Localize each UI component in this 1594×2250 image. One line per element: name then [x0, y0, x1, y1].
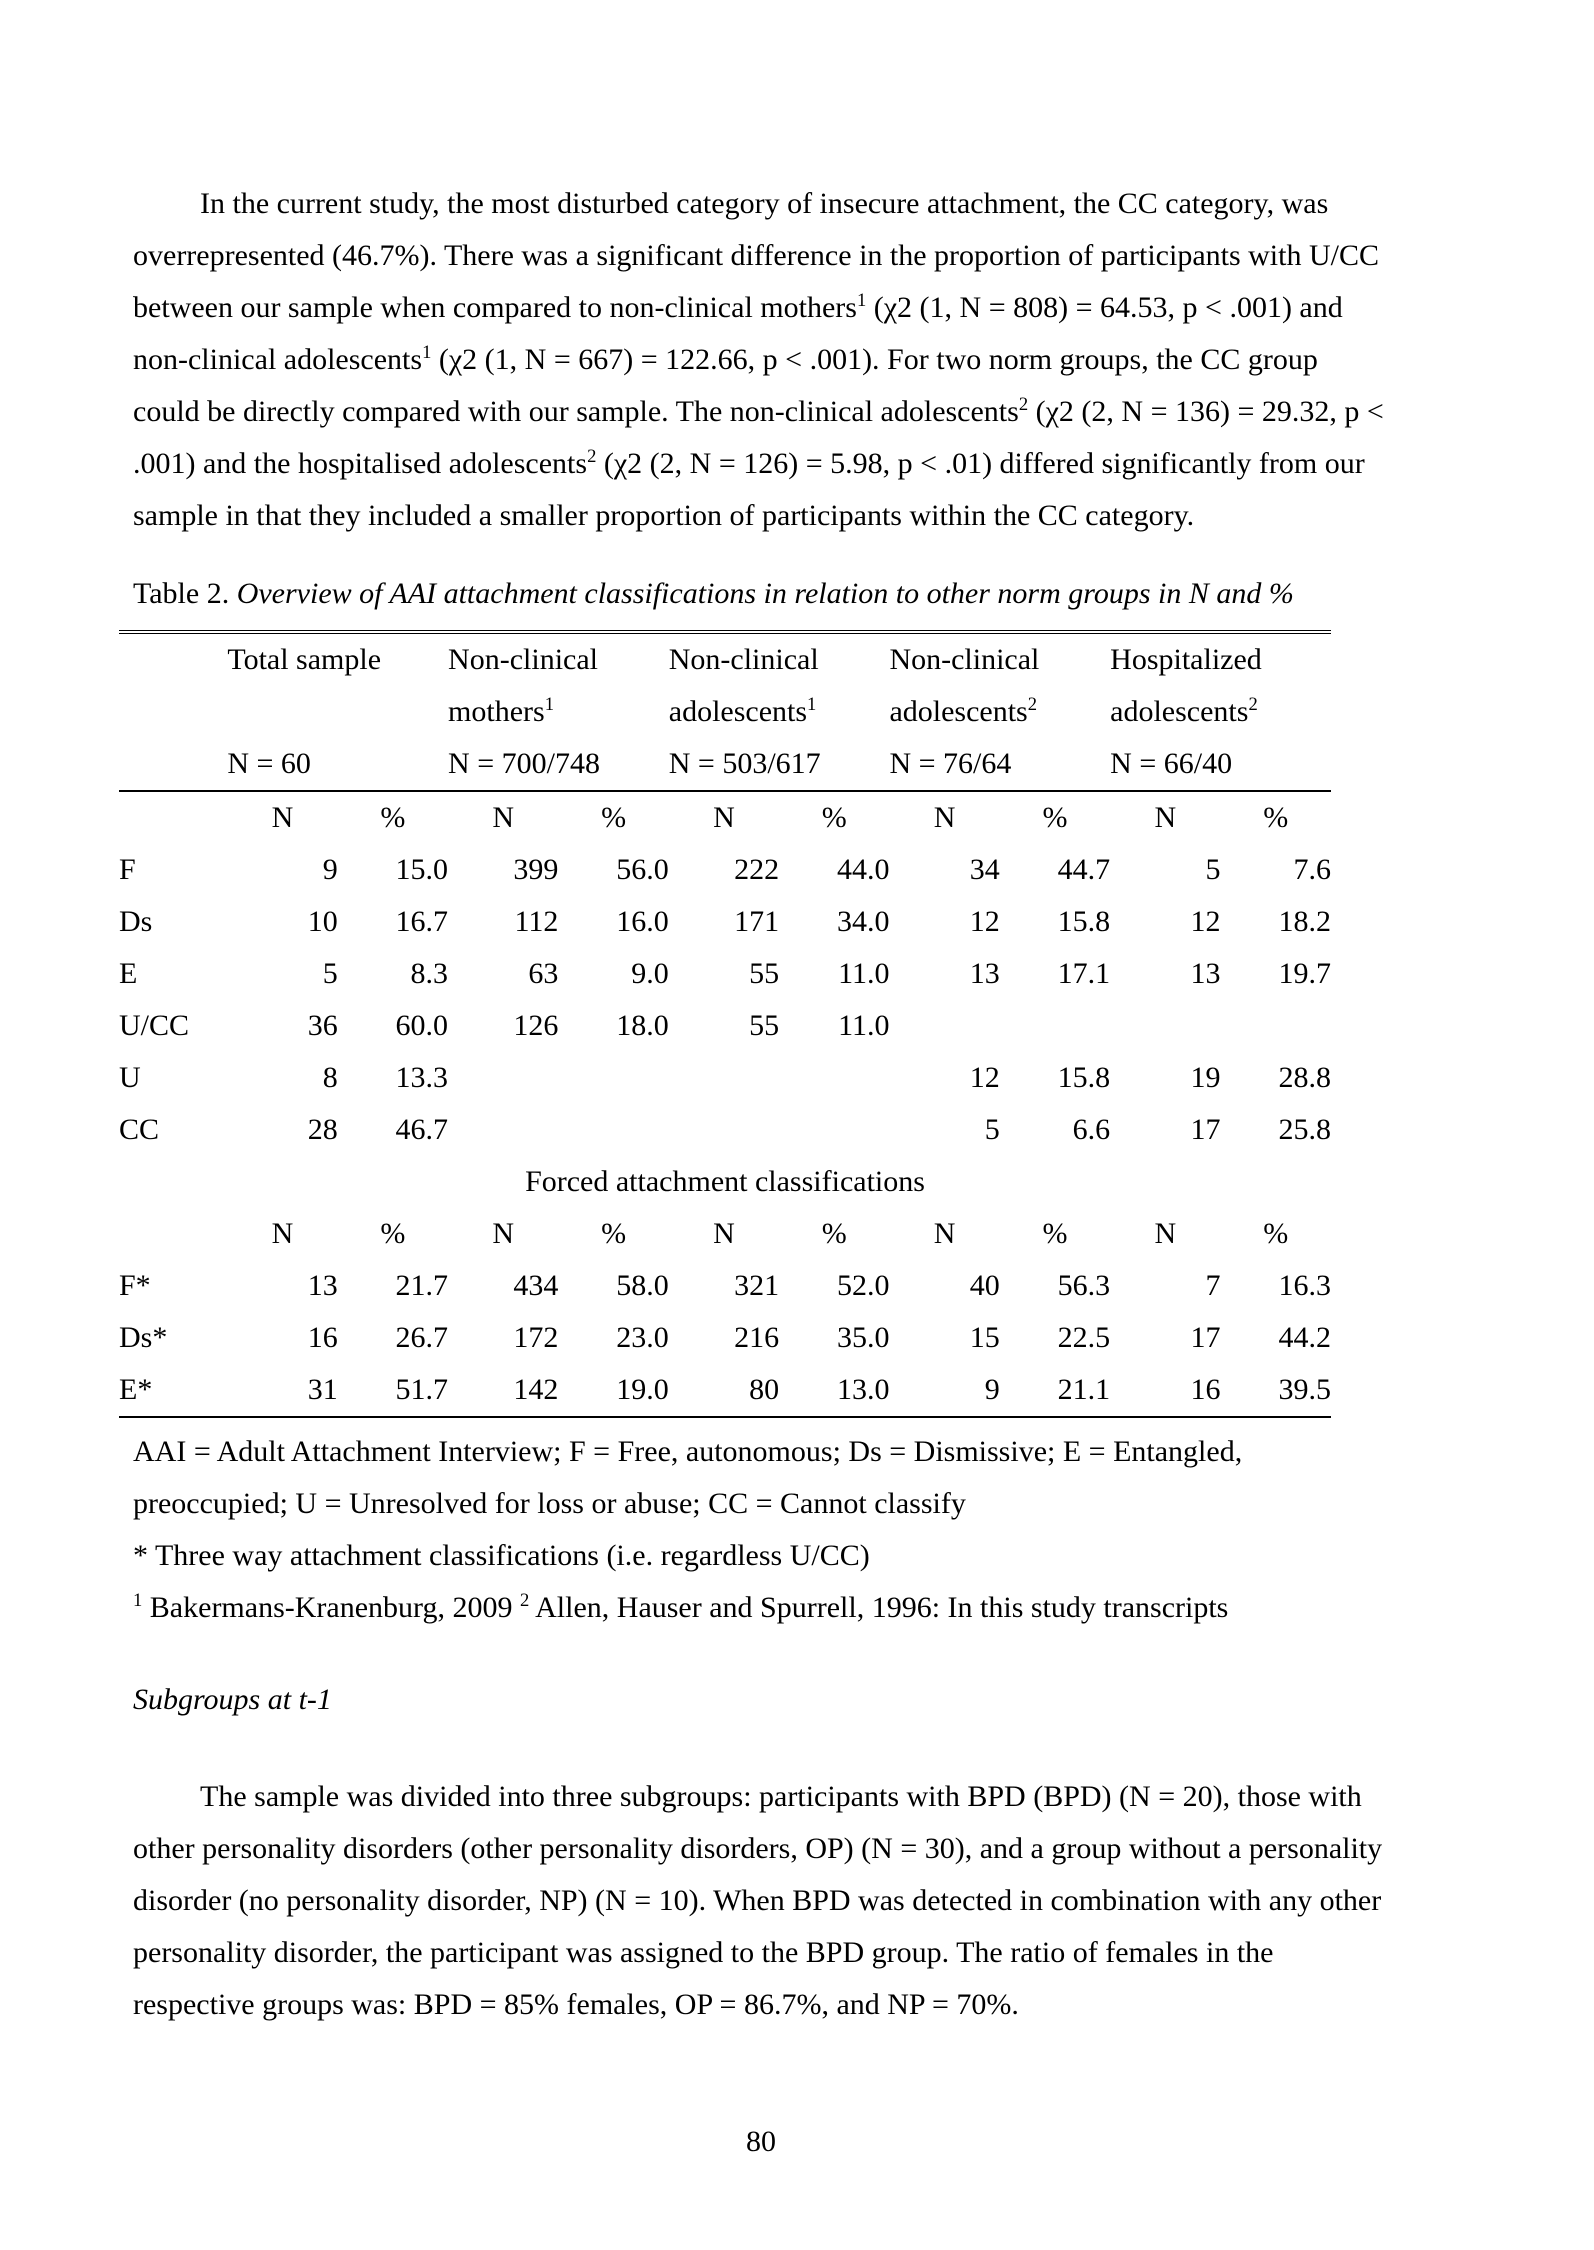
cell-value: 16.3: [1278, 1269, 1331, 1302]
table-row: [119, 844, 1331, 896]
cell-value: 21.1: [1057, 1373, 1111, 1406]
row-label: CC: [119, 1113, 160, 1146]
cell-value: 52.0: [836, 1269, 890, 1302]
group-subname-text: adolescents: [889, 695, 1028, 728]
table-row: [119, 896, 1331, 948]
subheader-pct: %: [1263, 801, 1289, 834]
cell-value: 15.8: [1057, 905, 1111, 938]
footnote-marker-2: 2: [587, 446, 597, 467]
table-row: [119, 1104, 1331, 1156]
group-subname: [889, 686, 1110, 738]
table-caption-title: Overview of AAI attachment classifications in relation to other norm groups in N and %: [229, 577, 1294, 610]
row-label: Ds: [119, 905, 153, 938]
section-divider-row: [119, 1156, 1331, 1208]
cell-value: 7.6: [1293, 853, 1331, 886]
cell-value: 51.7: [395, 1373, 449, 1406]
cell-value: 19.0: [616, 1373, 669, 1406]
cell-value: 142: [513, 1373, 559, 1406]
cell-value: 28: [307, 1113, 338, 1146]
cell-value: 434: [513, 1269, 559, 1302]
group-subname: [1110, 686, 1331, 738]
subheader-pct: %: [1042, 801, 1068, 834]
cell-value: 26.7: [395, 1321, 449, 1354]
cell-value: 5: [1205, 853, 1221, 886]
cell-value: 18.0: [616, 1009, 669, 1042]
cell-value: [779, 1052, 889, 1104]
footnote-ref-text: Bakermans-Kranenburg, 2009: [142, 1591, 520, 1624]
cell-value: 5: [322, 957, 338, 990]
cell-value: 172: [513, 1321, 559, 1354]
group-n-value: N = 76/64: [889, 747, 1012, 780]
cell-value: 21.7: [395, 1269, 449, 1302]
cell-value: 17: [1190, 1321, 1221, 1354]
subheader-n: N: [933, 801, 956, 834]
forced-classifications-header: Forced attachment classifications: [525, 1165, 925, 1198]
cell-value: 8.3: [410, 957, 449, 990]
cell-value: 216: [734, 1321, 780, 1354]
cell-value: 40: [969, 1269, 1000, 1302]
subheader-n: N: [492, 1217, 515, 1250]
cell-value: 44.0: [836, 853, 890, 886]
cell-value: [1221, 1000, 1332, 1052]
p1-segment: In the current study, the most disturbed category of insecure attachment, the CC category, was overrepresented (46.7%). There was a significant difference in the proportion of participants with U/CC between our sample when compared to non-clinical mothers: [133, 187, 1379, 324]
cell-value: 13: [307, 1269, 338, 1302]
subheader-pct: %: [1042, 1217, 1068, 1250]
cell-value: [558, 1104, 668, 1156]
cell-value: 10: [307, 905, 338, 938]
p1-segment: (χ2 (2, N = 126) = 5.98, p < .01) differed significantly from our sample in that they included a smaller proportion of participants within the CC category.: [133, 447, 1365, 532]
footnote-marker: 2: [1248, 694, 1258, 715]
cell-value: 12: [969, 1061, 1000, 1094]
cell-value: 63: [528, 957, 559, 990]
group-header-nonclinical-mothers: Non-clinical: [448, 643, 598, 676]
group-subname: [669, 686, 890, 738]
row-label: U/CC: [119, 1009, 190, 1042]
cell-value: 12: [1190, 905, 1221, 938]
cell-value: 55: [749, 957, 780, 990]
row-label: E: [119, 957, 138, 990]
subheader-n: N: [713, 801, 735, 834]
cell-value: 5: [984, 1113, 1000, 1146]
cell-value: 22.5: [1057, 1321, 1111, 1354]
group-header-hospitalized-adolescents: Hospitalized: [1110, 643, 1262, 676]
cell-value: 46.7: [395, 1113, 449, 1146]
cell-value: 6.6: [1072, 1113, 1111, 1146]
cell-value: 58.0: [616, 1269, 669, 1302]
row-label: F*: [119, 1269, 151, 1302]
cell-value: 39.5: [1278, 1373, 1331, 1406]
paragraph-attachment-stats: [133, 178, 1389, 542]
group-subname: [448, 686, 669, 738]
footnote-marker-2: 2: [1018, 394, 1029, 415]
cell-value: [669, 1104, 779, 1156]
cell-value: 44.2: [1278, 1321, 1331, 1354]
cell-value: [448, 1052, 558, 1104]
table-header: [119, 632, 1331, 791]
subheader-n: N: [933, 1217, 956, 1250]
subheader-pct: %: [821, 1217, 847, 1250]
footnote-marker: 1: [807, 694, 817, 715]
cell-value: 15: [969, 1321, 1000, 1354]
footnote-abbreviations: AAI = Adult Attachment Interview; F = Free, autonomous; Ds = Dismissive; E = Entangled, preoccupied; U = Unresolved for loss or abuse; CC = Cannot classify: [133, 1435, 1243, 1520]
cell-value: 222: [734, 853, 780, 886]
cell-value: 36: [307, 1009, 338, 1042]
footnote-star: * Three way attachment classifications (i.e. regardless U/CC): [133, 1539, 870, 1572]
cell-value: 9.0: [631, 957, 669, 990]
cell-value: 16.0: [616, 905, 669, 938]
cell-value: 15.0: [395, 853, 449, 886]
cell-value: 19: [1190, 1061, 1221, 1094]
cell-value: 34: [969, 853, 1000, 886]
table-row: [119, 1052, 1331, 1104]
corner-cell: [119, 686, 227, 738]
section-divider-body: [119, 1156, 1331, 1208]
cell-value: [779, 1104, 889, 1156]
cell-value: 23.0: [616, 1321, 669, 1354]
row-label: F: [119, 853, 136, 886]
footnote-marker-1: 1: [133, 1590, 143, 1611]
cell-value: 9: [984, 1373, 1000, 1406]
cell-value: 80: [749, 1373, 780, 1406]
cell-value: 17: [1190, 1113, 1221, 1146]
cell-value: 321: [734, 1269, 780, 1302]
subheader-n: N: [713, 1217, 735, 1250]
cell-value: [1000, 1000, 1110, 1052]
group-n-value: N = 700/748: [448, 747, 600, 780]
group-header-total-sample: Total sample: [227, 643, 382, 676]
corner-cell: [119, 1208, 227, 1260]
cell-value: [448, 1104, 558, 1156]
table-row: [119, 1260, 1331, 1312]
subheader-row: [119, 1208, 1331, 1260]
subheader-pct: %: [380, 801, 406, 834]
cell-value: 17.1: [1057, 957, 1111, 990]
row-label: E*: [119, 1373, 153, 1406]
cell-value: 18.2: [1278, 905, 1331, 938]
cell-value: 16: [307, 1321, 338, 1354]
cell-value: 12: [969, 905, 1000, 938]
cell-value: [1110, 1000, 1220, 1052]
cell-value: [889, 1000, 999, 1052]
corner-cell: [119, 738, 227, 791]
group-n-row: [119, 738, 1331, 791]
cell-value: 35.0: [836, 1321, 890, 1354]
cell-value: 15.8: [1057, 1061, 1111, 1094]
group-subname-text: adolescents: [1110, 695, 1249, 728]
row-label: Ds*: [119, 1321, 168, 1354]
cell-value: 13.3: [395, 1061, 449, 1094]
subheader-row: [119, 791, 1331, 844]
cell-value: 7: [1205, 1269, 1221, 1302]
cell-value: 56.0: [616, 853, 669, 886]
cell-value: 9: [322, 853, 338, 886]
group-n-value: N = 66/40: [1110, 747, 1233, 780]
table-caption-label: Table 2.: [133, 577, 230, 610]
footnote-marker-1: 1: [422, 342, 432, 363]
cell-value: 60.0: [395, 1009, 449, 1042]
p1-segment: (χ2 (2, N = 136) = 29.32, p < .001) and the hospitalised adolescents: [133, 395, 1384, 480]
cell-value: 16: [1190, 1373, 1221, 1406]
cell-value: 34.0: [836, 905, 890, 938]
table-footnotes: [133, 1426, 1347, 1634]
table-caption: [133, 568, 1389, 620]
group-header-nonclinical-adolescents-1: Non-clinical: [668, 643, 819, 676]
cell-value: 13: [969, 957, 1000, 990]
cell-value: 44.7: [1057, 853, 1111, 886]
group-subname-text: adolescents: [668, 695, 808, 728]
footnote-marker-2: 2: [519, 1590, 530, 1611]
p1-segment: (χ2 (1, N = 808) = 64.53, p < .001) and non-clinical adolescents: [133, 291, 1343, 376]
cell-value: 16.7: [395, 905, 449, 938]
cell-value: 55: [749, 1009, 780, 1042]
table-row: [119, 948, 1331, 1000]
subheader-pct: %: [1263, 1217, 1289, 1250]
subheader-pct: %: [821, 801, 847, 834]
subheader-n: N: [1154, 1217, 1177, 1250]
section-heading-subgroups: Subgroups at t-1: [133, 1683, 332, 1716]
group-name-row-2: [119, 686, 1331, 738]
footnote-ref-text: Allen, Hauser and Spurrell, 1996: In this study transcripts: [529, 1591, 1229, 1624]
cell-value: 399: [513, 853, 559, 886]
footnote-references: [133, 1582, 1347, 1634]
table-row: [119, 1364, 1331, 1417]
group-n-value: N = 60: [227, 747, 311, 780]
corner-cell: [119, 632, 227, 686]
footnote-marker-1: 1: [856, 290, 867, 311]
cell-value: 19.7: [1278, 957, 1331, 990]
table-row: [119, 1000, 1331, 1052]
cell-value: [669, 1052, 779, 1104]
cell-value: 171: [734, 905, 780, 938]
cell-value: 13: [1190, 957, 1221, 990]
cell-value: 56.3: [1057, 1269, 1111, 1302]
subheader-n: N: [271, 801, 294, 834]
cell-value: 112: [514, 905, 559, 938]
subheader-pct: %: [601, 1217, 627, 1250]
group-subname-text: mothers: [448, 695, 545, 728]
cell-value: 11.0: [838, 957, 890, 990]
subheader-pct: %: [380, 1217, 406, 1250]
table-body-four-way: [119, 791, 1331, 1156]
cell-value: 31: [307, 1373, 338, 1406]
footnote-marker: 2: [1027, 694, 1038, 715]
subheader-n: N: [271, 1217, 294, 1250]
cell-value: 8: [322, 1061, 338, 1094]
p1-segment: (χ2 (1, N = 667) = 122.66, p < .001). For two norm groups, the CC group could be directly compared with our sample. The non-clinical adolescents: [133, 343, 1318, 428]
row-label: U: [119, 1061, 141, 1094]
subheader-n: N: [492, 801, 515, 834]
cell-value: 126: [513, 1009, 559, 1042]
cell-value: 25.8: [1278, 1113, 1331, 1146]
table-row: [119, 1312, 1331, 1364]
footnote-marker: 1: [544, 694, 554, 715]
page-number: 80: [746, 2125, 776, 2158]
corner-cell: [119, 791, 227, 844]
paragraph-subgroups: The sample was divided into three subgroups: participants with BPD (BPD) (N = 20), those with other personality disorders (other personality disorders, OP) (N = 30), and a group without a personality disorder (no personality disorder, NP) (N = 10). When BPD was detected in combination with any other personality disorder, the participant was assigned to the BPD group. The ratio of females in the respective groups was: BPD = 85% females, OP = 86.7%, and NP = 70%.: [133, 1780, 1383, 2021]
cell-value: 11.0: [838, 1009, 890, 1042]
group-header-nonclinical-adolescents-2: Non-clinical: [889, 643, 1040, 676]
aai-classification-table: [119, 630, 1331, 1418]
cell-value: 13.0: [836, 1373, 890, 1406]
cell-value: 28.8: [1278, 1061, 1331, 1094]
group-subname: [227, 686, 448, 738]
cell-value: [558, 1052, 668, 1104]
subheader-n: N: [1154, 801, 1177, 834]
subheader-pct: %: [601, 801, 627, 834]
group-n-value: N = 503/617: [668, 747, 821, 780]
group-name-row: [119, 632, 1331, 686]
table-body-forced: [119, 1208, 1331, 1417]
